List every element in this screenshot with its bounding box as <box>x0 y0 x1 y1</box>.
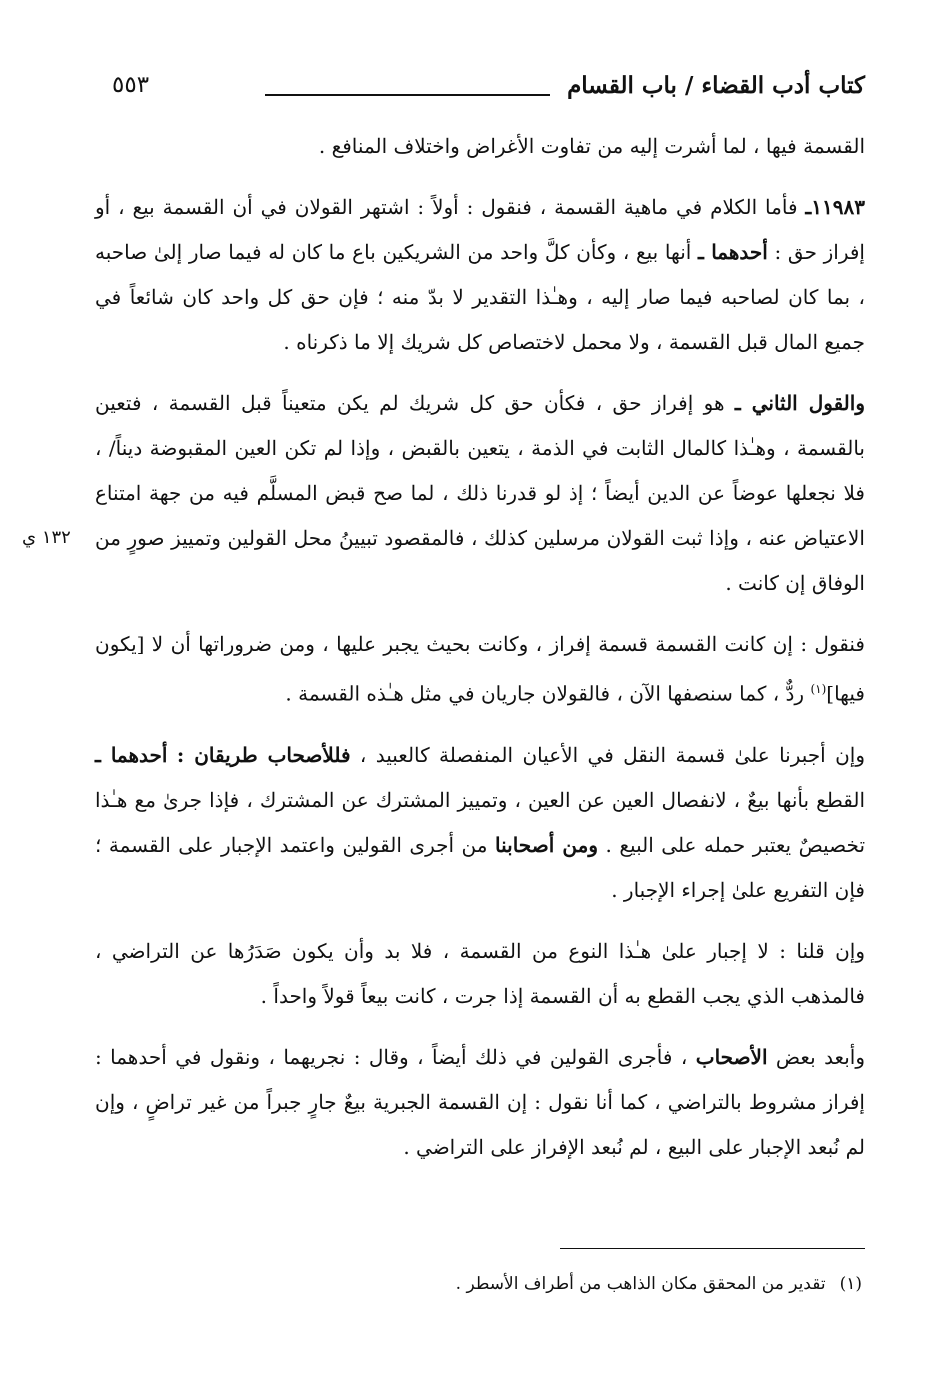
bold-term: والقول الثاني ـ <box>734 391 865 415</box>
paragraph-text <box>167 743 176 767</box>
paragraph-text: وأبعد بعض <box>767 1044 865 1069</box>
bold-term: أحدهما ـ <box>95 742 168 767</box>
paragraph-text: وإن أجبرنا علىٰ قسمة النقل في الأعيان المنفصلة كالعبيد ، <box>350 742 866 767</box>
footnote-text: تقدير من المحقق مكان الذاهب من أطراف الأسطر . <box>455 1274 826 1294</box>
paragraph-issue-number <box>95 185 865 365</box>
bold-term: فللأصحاب طريقان : <box>176 742 351 767</box>
paragraph-ruling <box>95 622 865 717</box>
paragraph-two-ways <box>95 733 865 913</box>
bold-term: الأصحاب <box>695 1044 768 1069</box>
main-text <box>95 120 865 1186</box>
paragraph-no-compulsion <box>95 929 865 1019</box>
bold-term: أحدهما ـ <box>698 240 768 264</box>
paragraph-text: ردٌّ ، كما سنصفها الآن ، فالقولان جاريان في مثل هـٰذه القسمة . <box>285 681 811 706</box>
paragraph-text: من أجرى القولين واعتمد الإجبار على القسمة ؛ فإن التفريع علىٰ إجراء الإجبار . <box>95 832 865 902</box>
header-rule <box>265 94 550 96</box>
footnote-separator <box>560 1248 865 1249</box>
running-title: كتاب أدب القضاء / باب القسام <box>567 72 865 99</box>
bold-term: ومن أصحابنا <box>495 832 598 857</box>
paragraph-second-view <box>95 381 865 606</box>
paragraph-text: القطع بأنها بيعٌ ، لانفصال العين عن العين ، وتمييز المشترك عن المشترك ، فإذا جرىٰ مع هـٰذا تخصيصٌ يعتبر حمله على البيع . <box>95 787 866 857</box>
paragraph-text: وإن قلنا : لا إجبار علىٰ هـٰذا النوع من القسمة ، فلا بد وأن يكون صَدَرُها عن التراضي ، فالمذهب الذي يجب القطع به أن القسمة إذا جرت ، كانت بيعاً قولاً واحداً . <box>95 938 865 1008</box>
footnote-reference: (١) <box>810 682 827 696</box>
margin-manuscript-note: ١٣٢ ي <box>22 527 71 548</box>
issue-number: ١١٩٨٣ـ <box>805 195 865 219</box>
paragraph-text: القسمة فيها ، لما أشرت إليه من تفاوت الأغراض واختلاف المنافع . <box>318 134 865 158</box>
footnote <box>92 1274 862 1294</box>
paragraph-text: فأما الكلام في ماهية القسمة ، فنقول : أولاً : اشتهر القولان في أن القسمة بيع ، أو إفراز حق : <box>95 195 865 264</box>
page-number: ٥٥٣ <box>112 72 150 98</box>
paragraph-some-companions <box>95 1035 865 1170</box>
paragraph-continuation <box>95 124 865 169</box>
paragraph-text: ، فأجرى القولين في ذلك أيضاً ، وقال : نجريهما ، ونقول في أحدهما : إفراز مشروط بالتراضي ، كما أنا نقول : إن القسمة الجبرية بيعٌ جارٍ جبراً من غير تراضٍ ، وإن لم نُبعد الإجبار على البيع ، لم نُبعد الإفراز على التراضي . <box>95 1044 865 1159</box>
paragraph-text: أنها بيع ، وكأن كلَّ واحد من الشريكين باع ما كان له فيما صار إلىٰ صاحبه ، بما كان لصاحبه فيما صار إليه ، وهـٰذا التقدير لا بدّ منه ؛ فإن حق كل واحد كان شائعاً في جميع المال قبل القسمة ، ولا محمل لاختصاص كل شريك إلا ما ذكرناه . <box>95 240 865 354</box>
page-header <box>100 72 865 112</box>
paragraph-text: فنقول : إن كانت القسمة قسمة إفراز ، وكانت بحيث يجبر عليها ، ومن ضروراتها أن لا [يكون فيها] <box>95 632 865 706</box>
footnote-marker: (١) <box>839 1274 862 1294</box>
paragraph-text: هو إفراز حق ، فكأن حق كل شريك لم يكن متعيناً قبل القسمة ، فتعين بالقسمة ، وهـٰذا كالمال الثابت في الذمة ، يتعين بالقبض ، وإذا لم تكن العين المقبوضة ديناً/ ، فلا نجعلها عوضاً عن الدين أيضاً ؛ إذ لو قدرنا ذلك ، لما صح قبض المسلَّم فيه من جهة امتناع الاعتياض عنه ، وإذا ثبت القولان مرسلين كذلك ، فالمقصود تبيينُ محل القولين وتمييز صورٍ من الوفاق إن كانت . <box>95 391 865 595</box>
